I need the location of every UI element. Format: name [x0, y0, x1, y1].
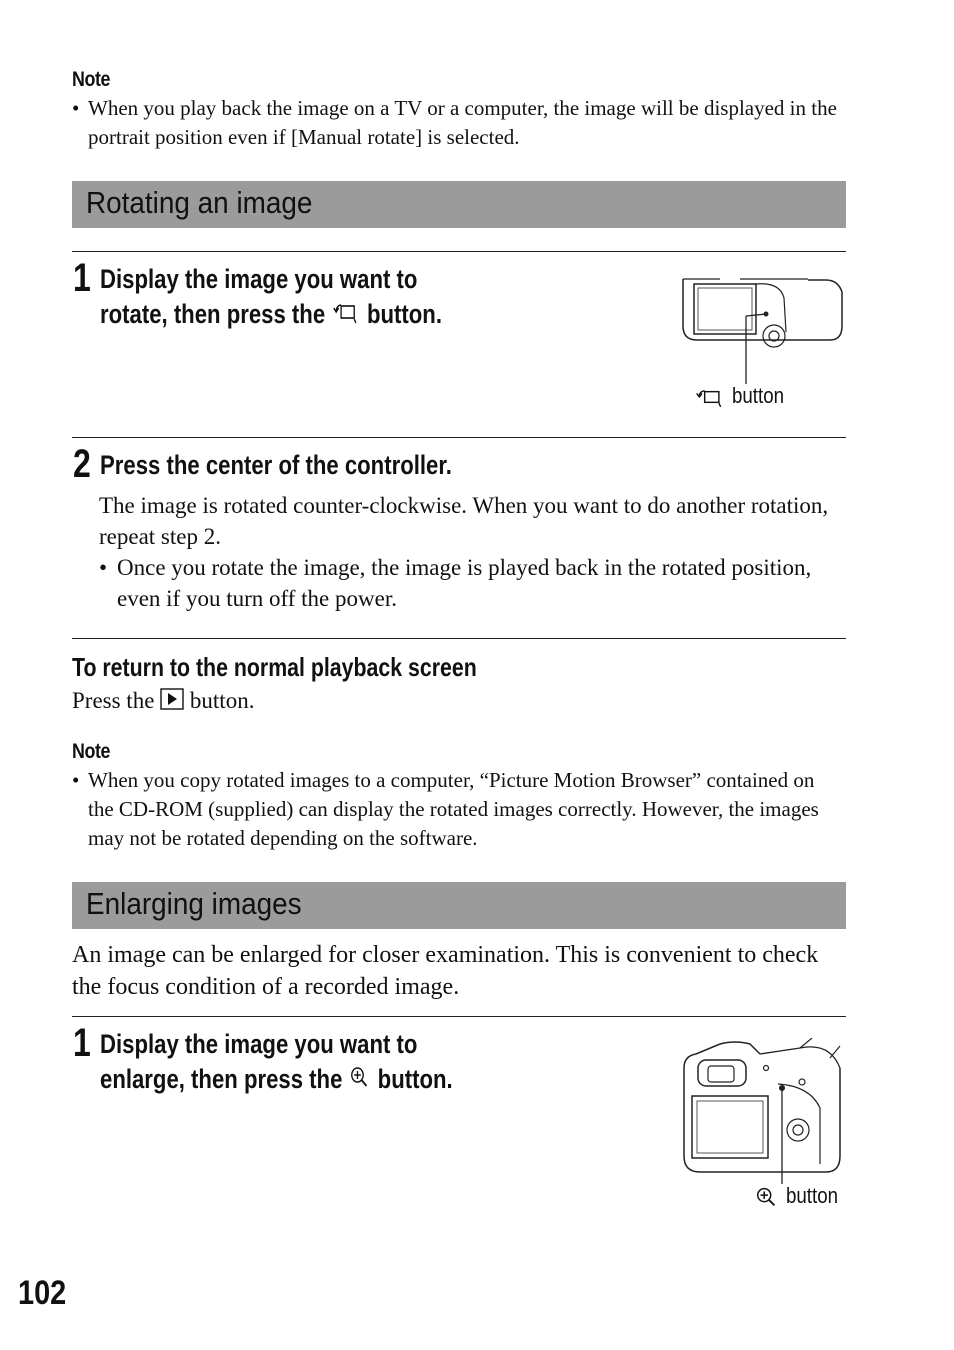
section-heading-bar [72, 181, 846, 228]
divider [72, 437, 846, 438]
section-title: Rotating an image [86, 185, 313, 220]
divider [72, 638, 846, 639]
zoom-button-caption: button [754, 1183, 847, 1214]
rotate-icon [694, 385, 726, 414]
step-bullet: • Once you rotate the image, the image is played back in the rotated position, even if you turn off the power. [99, 552, 844, 614]
playback-icon [160, 687, 184, 718]
note-bullet: • When you copy rotated images to a computer, “Picture Motion Browser” contained on the CD-ROM (supplied) can display the rotated images correctly. However, the images may not be rotated depending on the software. [72, 766, 844, 853]
step-number: 2 [73, 442, 91, 486]
section-heading-bar [72, 882, 846, 929]
subheading: To return to the normal playback screen [72, 652, 477, 682]
step-instruction: Press the center of the controller. [100, 450, 452, 480]
note-heading: Note [72, 740, 110, 763]
divider [72, 251, 846, 252]
divider [72, 1016, 846, 1017]
step-number: 1 [73, 1021, 91, 1065]
camera-top-illustration [680, 1038, 846, 1186]
note-bullet-text: When you play back the image on a TV or a computer, the image will be displayed in the portrait position even if [Manual rotate] is selected. [88, 96, 837, 149]
rotate-icon [331, 298, 361, 333]
step-number: 1 [73, 256, 91, 300]
step-description: The image is rotated counter-clockwise. When you want to do another rotation, repeat step 2. [99, 493, 829, 549]
step-bullet-text: Once you rotate the image, the image is played back in the rotated position, even if you turn off the power. [117, 555, 812, 611]
step-instruction: Display the image you want to enlarge, then press the button. [100, 1027, 453, 1098]
camera-back-illustration [680, 276, 846, 396]
step-instruction: Display the image you want to rotate, then press the button. [100, 262, 442, 333]
return-instruction: Press the button. [72, 685, 254, 718]
note-bullet-text: When you copy rotated images to a computer, “Picture Motion Browser” contained on the CD-ROM (supplied) can display the rotated images correctly. However, the images may not be rotated depending on the software. [88, 768, 819, 850]
note-bullet: • When you play back the image on a TV or a computer, the image will be displayed in the portrait position even if [Manual rotate] is selected. [72, 94, 844, 152]
page-number: 102 [18, 1274, 67, 1312]
zoom-in-icon [754, 1185, 780, 1214]
note-heading: Note [72, 68, 110, 91]
section-intro: An image can be enlarged for closer examination. This is convenient to check the focus condition of a recorded image. [72, 942, 819, 1000]
section-title: Enlarging images [86, 886, 302, 921]
zoom-in-icon [349, 1063, 372, 1098]
rotate-button-caption: button [694, 383, 793, 414]
